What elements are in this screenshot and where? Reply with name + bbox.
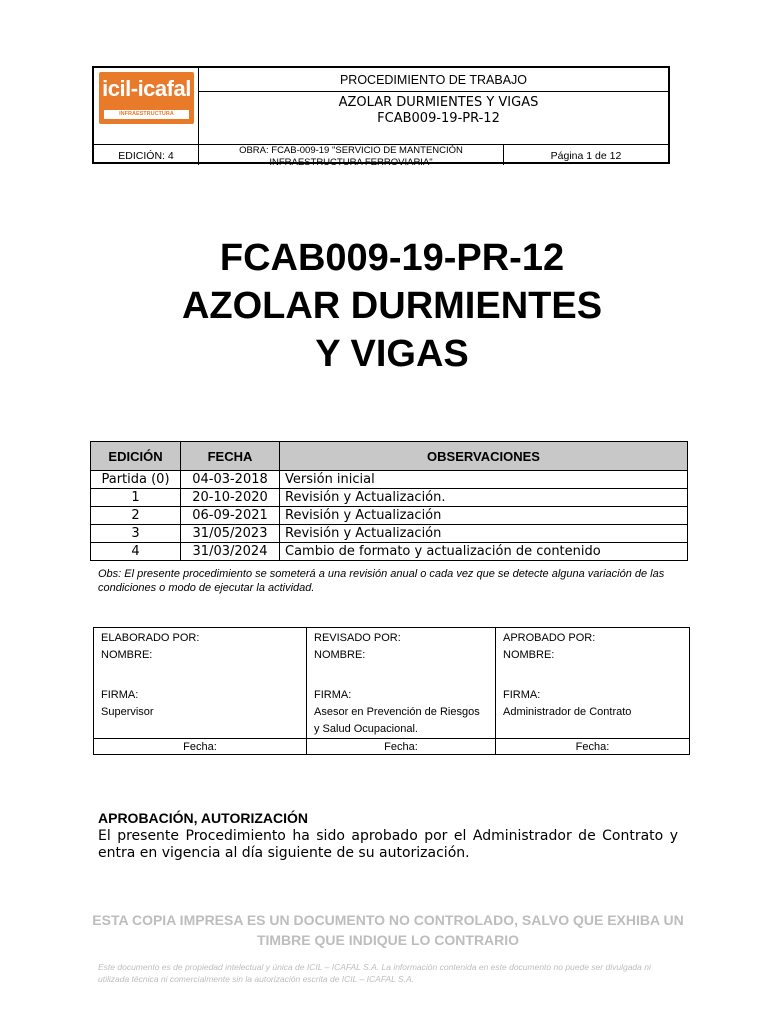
aprobado-nombre: NOMBRE: [503, 649, 555, 661]
edition-cell: 4 [91, 543, 181, 561]
edition-cell: 1 [91, 489, 181, 507]
elaborado-cargo: Supervisor [101, 706, 154, 718]
editions-table [90, 441, 688, 561]
column-header-edicion: EDICIÓN [91, 442, 181, 471]
logo-subtitle: INFRAESTRUCTURA FERROVIARIA [104, 110, 189, 119]
revisado-label: REVISADO POR: [314, 632, 401, 644]
title-line-3: Y VIGAS [315, 333, 469, 375]
logo-text: icil-icafal [102, 76, 191, 101]
observation-cell: Cambio de formato y actualización de contenido [280, 543, 688, 561]
observation-cell: Revisión y Actualización. [280, 489, 688, 507]
revisado-fecha: Fecha: [307, 739, 496, 755]
procedure-type: PROCEDIMIENTO DE TRABAJO [199, 68, 668, 92]
revisado-nombre: NOMBRE: [314, 649, 366, 661]
elaborado-column [94, 628, 307, 738]
title-line-2: AZOLAR DURMIENTES [181, 285, 603, 327]
observation-cell: Revisión y Actualización [280, 525, 688, 543]
aprobado-firma: FIRMA: [503, 689, 541, 701]
elaborado-nombre: NOMBRE: [101, 649, 153, 661]
date-cell: 20-10-2020 [181, 489, 280, 507]
column-header-fecha: FECHA [181, 442, 280, 471]
table-header-row [91, 442, 688, 471]
observation-cell: Versión inicial [280, 471, 688, 489]
aprobado-column [496, 628, 689, 738]
signature-date-row [94, 738, 689, 755]
date-cell: 04-03-2018 [181, 471, 280, 489]
legal-notice: Este documento es de propiedad intelectual y única de ICIL – ICAFAL S.A. La información contenida en este documento no puede ser divulgada ni utilizada técnica ni comercialmente sin la autorización escrita de ICIL – ICAFAL S.A. [98, 962, 651, 984]
edition-label: EDICIÓN: 4 [94, 145, 199, 165]
table-row [91, 525, 688, 543]
title-line-1: FCAB009-19-PR-12 [219, 237, 565, 279]
aprobado-fecha: Fecha: [575, 741, 610, 753]
elaborado-label: ELABORADO POR: [101, 632, 200, 644]
signature-table [93, 627, 690, 755]
date-cell: 31/03/2024 [181, 543, 280, 561]
obra-label: OBRA: FCAB-009-19 "SERVICIO DE MANTENCIÓN INFRAESTRUCTURA FERROVIARIA" [199, 145, 504, 165]
approval-text: El presente Procedimiento ha sido aprobado por el Administrador de Contrato y entra en vigencia al día siguiente de su autorización. [98, 828, 678, 861]
table-row [91, 471, 688, 489]
date-cell: 31/05/2023 [181, 525, 280, 543]
revisado-column [307, 628, 496, 738]
edition-cell: 2 [91, 507, 181, 525]
date-cell: 06-09-2021 [181, 507, 280, 525]
procedure-title: AZOLAR DURMIENTES Y VIGAS FCAB009-19-PR-12 [338, 95, 539, 126]
editions-note: Obs: El presente procedimiento se someterá a una revisión anual o cada vez que se detecte alguna variación de las condiciones o modo de ejecutar la actividad. [98, 568, 665, 594]
page-number: Página 1 de 12 [550, 150, 622, 162]
observation-cell: Revisión y Actualización [280, 507, 688, 525]
company-logo [99, 72, 194, 124]
column-header-observaciones: OBSERVACIONES [280, 442, 688, 471]
elaborado-fecha: Fecha: [94, 739, 307, 755]
document-title [100, 234, 684, 378]
revisado-firma: FIRMA: [314, 689, 352, 701]
logo-cell [94, 68, 199, 144]
uncontrolled-copy-notice: ESTA COPIA IMPRESA ES UN DOCUMENTO NO CONTROLADO, SALVO QUE EXHIBA UN TIMBRE QUE INDIQUE LO CONTRARIO [92, 912, 684, 948]
aprobado-label: APROBADO POR: [503, 632, 596, 644]
edition-cell: 3 [91, 525, 181, 543]
elaborado-firma: FIRMA: [101, 689, 139, 701]
document-header [92, 66, 670, 164]
approval-heading: APROBACIÓN, AUTORIZACIÓN [98, 810, 308, 826]
table-row [91, 489, 688, 507]
aprobado-cargo: Administrador de Contrato [503, 706, 632, 718]
table-row [91, 507, 688, 525]
table-row [91, 543, 688, 561]
edition-cell: Partida (0) [91, 471, 181, 489]
header-info-row [94, 144, 668, 165]
procedure-title-cell [199, 91, 668, 144]
revisado-cargo: Asesor en Prevención de Riesgos y Salud Ocupacional. [314, 706, 480, 735]
